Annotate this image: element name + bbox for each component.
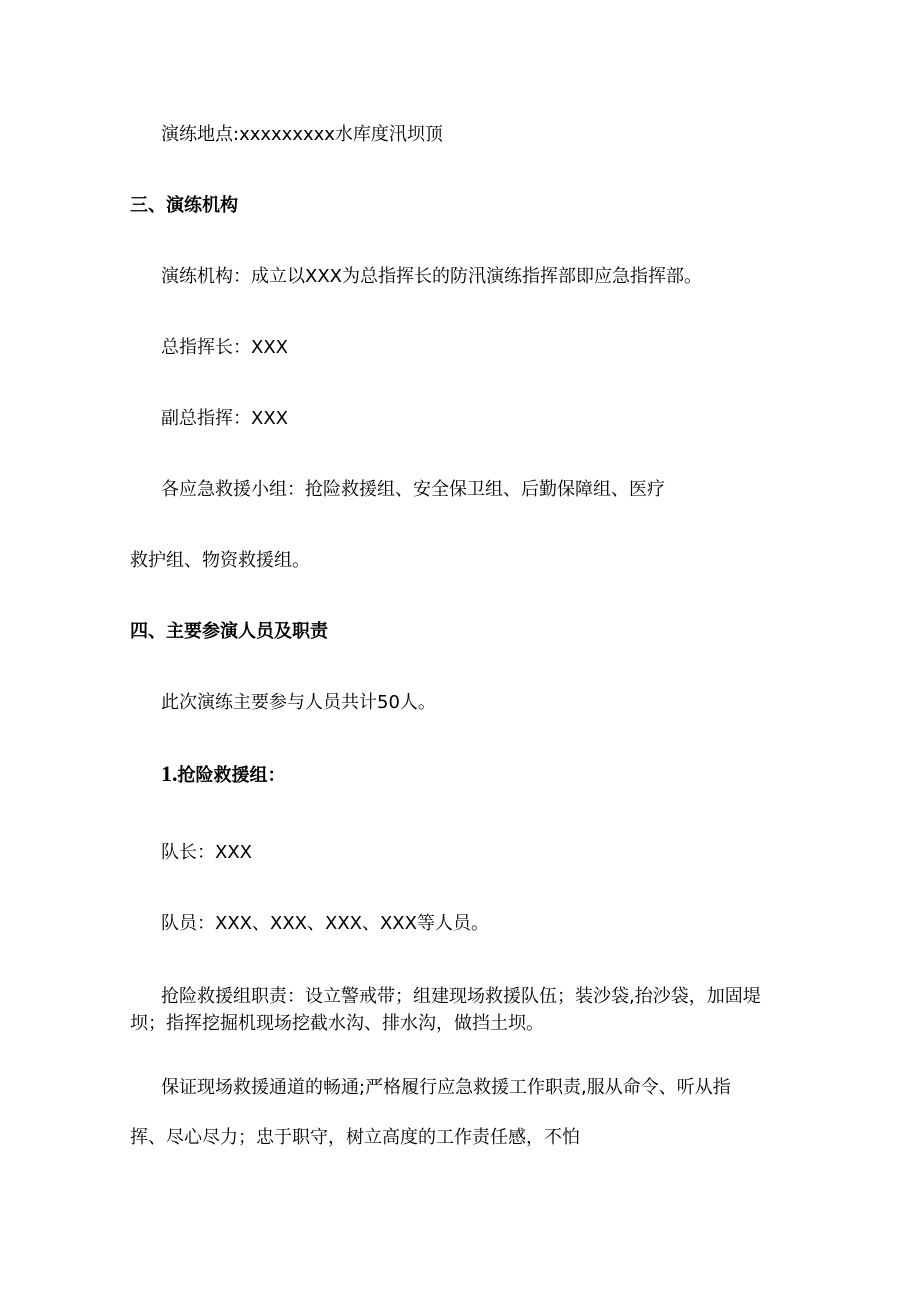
section-3-heading: 三、演练机构 [130, 195, 238, 216]
section-4-heading: 四、主要参演人员及职责 [130, 621, 328, 642]
rescue-groups-line-1: 各应急救援小组：抢险救援组、安全保卫组、后勤保障组、医疗 [161, 479, 665, 500]
team-leader-line: 队长：XXX [161, 842, 252, 863]
subsection-title: 抢险救援组： [177, 765, 286, 786]
subsection-1-heading [161, 763, 286, 787]
rescue-groups-line-2: 救护组、物资救援组。 [130, 550, 310, 571]
participant-count-line: 此次演练主要参与人员共计50人。 [161, 692, 436, 713]
duty-line-4: 挥、尽心尽力；忠于职守，树立高度的工作责任感，不怕 [130, 1127, 580, 1148]
drill-location-line: 演练地点:xxxxxxxxx水库度汛坝顶 [161, 124, 443, 145]
team-members-line: 队员：XXX、XXX、XXX、XXX等人员。 [161, 913, 489, 934]
duty-line-2: 坝；指挥挖掘机现场挖截水沟、排水沟，做挡土坝。 [130, 1013, 544, 1034]
commander-line: 总指挥长：XXX [161, 337, 288, 358]
drill-organization-line: 演练机构：成立以XXX为总指挥长的防汛演练指挥部即应急指挥部。 [161, 266, 702, 287]
subsection-number: 1. [161, 761, 178, 786]
duty-line-3: 保证现场救援通道的畅通;严格履行应急救援工作职责,服从命令、听从指 [161, 1077, 731, 1098]
duty-line-1: 抢险救援组职责：设立警戒带；组建现场救援队伍；装沙袋,抬沙袋，加固堤 [161, 986, 761, 1007]
deputy-commander-line: 副总指挥：XXX [161, 408, 288, 429]
